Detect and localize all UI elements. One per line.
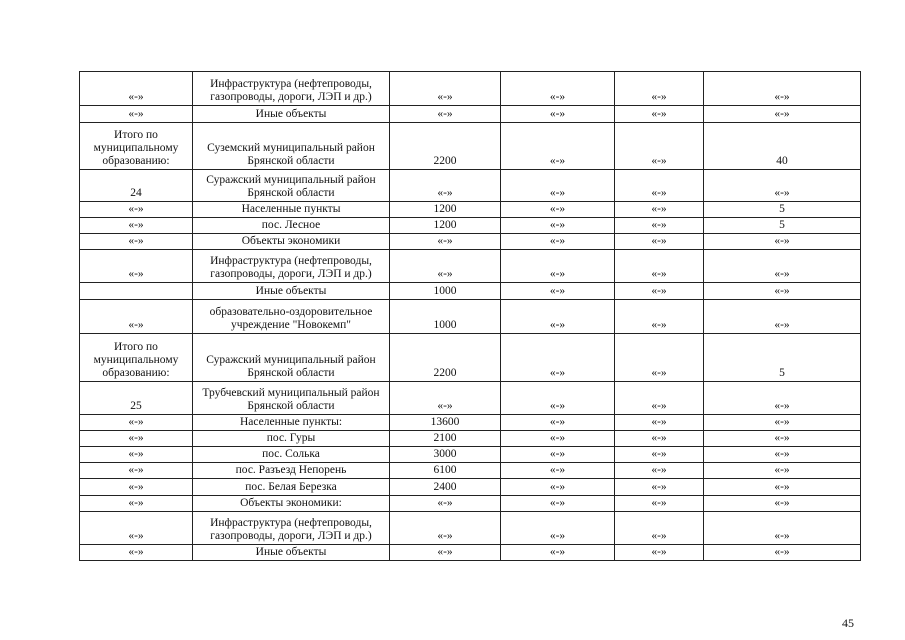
value-cell: «-» (704, 415, 861, 431)
value-cell: 2100 (390, 431, 501, 447)
value-cell: 3000 (390, 447, 501, 463)
value-cell: «-» (501, 250, 615, 283)
value-cell: «-» (704, 72, 861, 106)
value-cell: 2200 (390, 334, 501, 382)
value-cell: «-» (501, 170, 615, 202)
object-name-cell: Населенные пункты (193, 202, 390, 218)
row-number-cell: «-» (80, 479, 193, 496)
value-cell: «-» (704, 382, 861, 415)
object-name-cell: Иные объекты (193, 545, 390, 561)
value-cell: 1000 (390, 300, 501, 334)
value-cell: «-» (615, 170, 704, 202)
object-name-cell: Суражский муниципальный район Брянской области (193, 334, 390, 382)
row-number-cell: 24 (80, 170, 193, 202)
value-cell: «-» (704, 479, 861, 496)
value-cell: «-» (615, 496, 704, 512)
value-cell: «-» (704, 170, 861, 202)
value-cell: «-» (501, 202, 615, 218)
value-cell: «-» (501, 496, 615, 512)
value-cell: «-» (390, 382, 501, 415)
value-cell: «-» (615, 218, 704, 234)
object-name-cell: Иные объекты (193, 106, 390, 123)
table-row (80, 106, 861, 123)
value-cell: 2400 (390, 479, 501, 496)
object-name-cell: Суземский муниципальный район Брянской области (193, 123, 390, 170)
table-row (80, 496, 861, 512)
table-row (80, 250, 861, 283)
value-cell: «-» (704, 496, 861, 512)
object-name-cell: пос. Разъезд Непорень (193, 463, 390, 479)
value-cell: «-» (501, 479, 615, 496)
value-cell: «-» (390, 106, 501, 123)
row-number-cell: «-» (80, 202, 193, 218)
value-cell: «-» (704, 234, 861, 250)
object-name-cell: пос. Солька (193, 447, 390, 463)
table-row (80, 170, 861, 202)
value-cell: «-» (615, 479, 704, 496)
value-cell: «-» (704, 431, 861, 447)
value-cell: «-» (501, 447, 615, 463)
value-cell: 6100 (390, 463, 501, 479)
value-cell: «-» (390, 496, 501, 512)
row-number-cell: Итого по муниципальному образованию: (80, 123, 193, 170)
value-cell: «-» (704, 545, 861, 561)
value-cell: «-» (615, 283, 704, 300)
object-name-cell: Инфраструктура (нефтепроводы, газопроводы, дороги, ЛЭП и др.) (193, 512, 390, 545)
table-row (80, 463, 861, 479)
row-number-cell: Итого по муниципальному образованию: (80, 334, 193, 382)
row-number-cell: «-» (80, 218, 193, 234)
object-name-cell: пос. Лесное (193, 218, 390, 234)
value-cell: «-» (615, 415, 704, 431)
object-name-cell: Трубчевский муниципальный район Брянской области (193, 382, 390, 415)
value-cell: «-» (704, 463, 861, 479)
object-name-cell: Инфраструктура (нефтепроводы, газопроводы, дороги, ЛЭП и др.) (193, 250, 390, 283)
value-cell: «-» (390, 250, 501, 283)
value-cell: «-» (501, 512, 615, 545)
row-number-cell: «-» (80, 447, 193, 463)
row-number-cell: «-» (80, 545, 193, 561)
object-name-cell: Иные объекты (193, 283, 390, 300)
value-cell: «-» (501, 72, 615, 106)
value-cell: «-» (501, 415, 615, 431)
value-cell: 5 (704, 202, 861, 218)
table-row (80, 234, 861, 250)
value-cell: «-» (501, 334, 615, 382)
row-number-cell: «-» (80, 496, 193, 512)
value-cell: 1200 (390, 218, 501, 234)
table-row (80, 218, 861, 234)
value-cell: «-» (704, 447, 861, 463)
value-cell: «-» (501, 382, 615, 415)
value-cell: «-» (501, 545, 615, 561)
value-cell: «-» (704, 300, 861, 334)
value-cell: 1200 (390, 202, 501, 218)
row-number-cell (80, 283, 193, 300)
row-number-cell: «-» (80, 250, 193, 283)
value-cell: «-» (615, 431, 704, 447)
value-cell: «-» (501, 218, 615, 234)
value-cell: 2200 (390, 123, 501, 170)
object-name-cell: Суражский муниципальный район Брянской области (193, 170, 390, 202)
object-name-cell: пос. Белая Березка (193, 479, 390, 496)
value-cell: «-» (390, 72, 501, 106)
value-cell: «-» (615, 300, 704, 334)
table-row (80, 300, 861, 334)
value-cell: «-» (390, 234, 501, 250)
value-cell: «-» (615, 382, 704, 415)
table-row (80, 479, 861, 496)
value-cell: «-» (501, 123, 615, 170)
row-number-cell: «-» (80, 72, 193, 106)
value-cell: «-» (615, 123, 704, 170)
value-cell: 5 (704, 334, 861, 382)
value-cell: «-» (704, 106, 861, 123)
data-table (79, 71, 861, 561)
value-cell: «-» (501, 283, 615, 300)
value-cell: «-» (615, 72, 704, 106)
value-cell: «-» (501, 234, 615, 250)
row-number-cell: 25 (80, 382, 193, 415)
value-cell: «-» (501, 106, 615, 123)
table-row (80, 447, 861, 463)
value-cell: «-» (390, 170, 501, 202)
object-name-cell: Населенные пункты: (193, 415, 390, 431)
table-row (80, 512, 861, 545)
table-row (80, 415, 861, 431)
table-row (80, 382, 861, 415)
table-row (80, 72, 861, 106)
page-number: 45 (842, 616, 854, 630)
value-cell: «-» (704, 250, 861, 283)
row-number-cell: «-» (80, 300, 193, 334)
table-row (80, 334, 861, 382)
table-row (80, 283, 861, 300)
object-name-cell: Объекты экономики: (193, 496, 390, 512)
value-cell: «-» (501, 463, 615, 479)
value-cell: «-» (615, 234, 704, 250)
value-cell: «-» (704, 283, 861, 300)
value-cell: «-» (501, 431, 615, 447)
value-cell: «-» (615, 202, 704, 218)
row-number-cell: «-» (80, 512, 193, 545)
row-number-cell: «-» (80, 415, 193, 431)
row-number-cell: «-» (80, 106, 193, 123)
value-cell: «-» (615, 463, 704, 479)
value-cell: «-» (615, 447, 704, 463)
row-number-cell: «-» (80, 431, 193, 447)
table-row (80, 202, 861, 218)
value-cell: «-» (501, 300, 615, 334)
value-cell: «-» (615, 334, 704, 382)
object-name-cell: Инфраструктура (нефтепроводы, газопроводы, дороги, ЛЭП и др.) (193, 72, 390, 106)
row-number-cell: «-» (80, 234, 193, 250)
value-cell: 5 (704, 218, 861, 234)
object-name-cell: пос. Гуры (193, 431, 390, 447)
value-cell: «-» (390, 545, 501, 561)
value-cell: «-» (615, 250, 704, 283)
object-name-cell: образовательно-оздоровительное учреждение "Новокемп" (193, 300, 390, 334)
table-row (80, 431, 861, 447)
table-row (80, 545, 861, 561)
value-cell: «-» (704, 512, 861, 545)
value-cell: «-» (615, 106, 704, 123)
table-row (80, 123, 861, 170)
value-cell: 40 (704, 123, 861, 170)
value-cell: 13600 (390, 415, 501, 431)
value-cell: 1000 (390, 283, 501, 300)
row-number-cell: «-» (80, 463, 193, 479)
value-cell: «-» (390, 512, 501, 545)
value-cell: «-» (615, 545, 704, 561)
object-name-cell: Объекты экономики (193, 234, 390, 250)
value-cell: «-» (615, 512, 704, 545)
